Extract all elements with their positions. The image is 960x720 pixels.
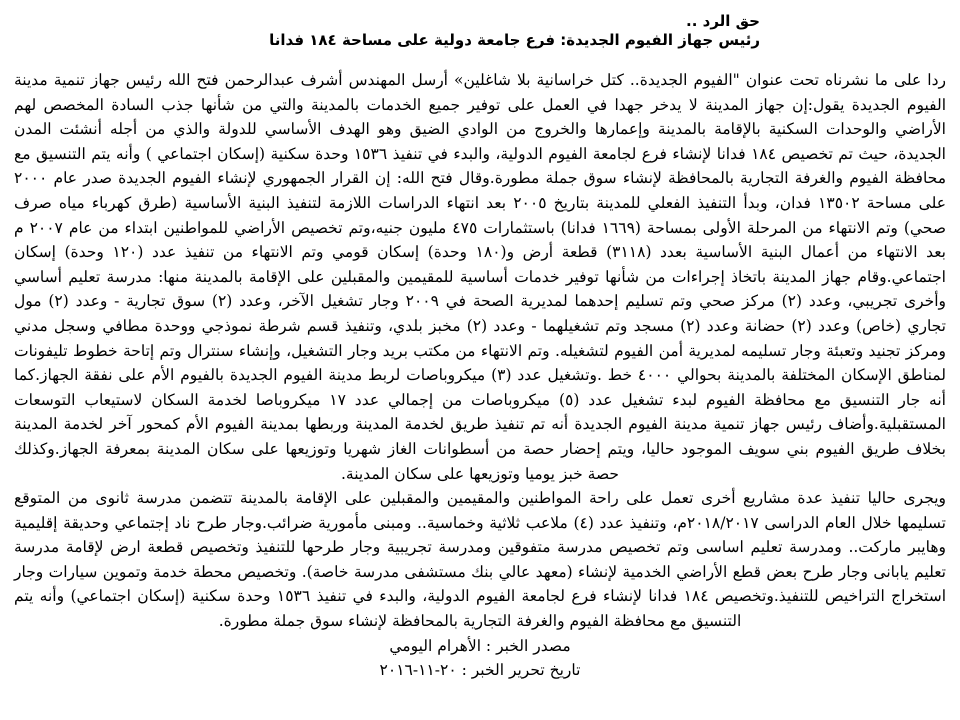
heading-spacer	[14, 50, 946, 68]
article-body	[14, 68, 946, 634]
article-page	[14, 12, 946, 720]
article-paragraph-2: ويجرى حاليا تنفيذ عدة مشاريع أخرى تعمل على راحة المواطنين والمقيمين والمقبلين على الإقامة بالمدينة تتضمن مدرسة ثانوى من المتوقع تسليمها خلال العام الدراسى ٢٠١٨/٢٠١٧م، وتنفيذ عدد (٤) ملاعب ثلاثية وخماسية.. ومبنى مأمورية ضرائب.وجار طرح ناد إجتماعي وحديقة إقليمية وهايبر ماركت.. ومدرسة تعليم اساسى وتم تخصيص مدرسة متفوقين ومدرسة تجريبية وجار طرحها للتنفيذ وتخصيص قطعة ارض لإقامة مدرسة تعليم يابانى وجار طرح بعض قطع الأراضي الخدمية لإنشاء (معهد عالي بنك مستشفى مدرسة خاصة). وتخصيص محطة خدمة وتموين سيارات وجار استخراج التراخيص للتنفيذ.وتخصيص ١٨٤ فدانا لإنشاء فرع لجامعة الفيوم الدولية، والبدء في تنفيذ ١٥٣٦ وحدة سكنية (إسكان اجتماعي) وأنه يتم التنسيق مع محافظة الفيوم والغرفة التجارية بالمحافظة لإنشاء سوق جملة مطورة.	[14, 489, 947, 631]
article-source: مصدر الخبر : الأهرام اليومي	[389, 636, 571, 655]
article-kicker: حق الرد ..	[686, 12, 760, 30]
article-paragraph-1: ردا على ما نشرناه تحت عنوان "الفيوم الجديدة.. كتل خراسانية بلا شاغلين» أرسل المهندس أشرف عبدالرحمن فتح الله رئيس جهاز تنمية مدينة الفيوم الجديدة يقول:إن جهاز المدينة لا يدخر جهدا في العمل على توفير جميع الخدمات بالمدينة والتي من شأنها جذب السادة المخصص لهم الأراضي والوحدات السكنية بالإقامة بالمدينة وإعمارها والخروج من الوادي الضيق وهو الهدف الأساسي للدولة والذي من أجله أنشئت المدن الجديدة، حيث تم تخصيص ١٨٤ فدانا لإنشاء فرع لجامعة الفيوم الدولية، والبدء في تنفيذ ١٥٣٦ وحدة سكنية (إسكان اجتماعي ) وأنه يتم التنسيق مع محافظة الفيوم والغرفة التجارية بالمحافظة لإنشاء سوق جملة مطورة.وقال فتح الله: إن القرار الجمهوري لإنشاء الفيوم الجديدة صدر عام ٢٠٠٠ على مساحة ١٣٥٠٢ فدان، وبدأ التنفيذ الفعلي للمدينة بتاريخ ٢٠٠٥ بعد انتهاء الدراسات اللازمة لتنفيذ البنية الأساسية (طرق كهرباء مياه صرف صحي) وتم الانتهاء من المرحلة الأولى بمساحة (١٦٦٩ فدانا) باستثمارات ٤٧٥ مليون جنيه،وتم تخصيص الأراضي للمواطنين ابتداء من عام ٢٠٠٧ م بعد الانتهاء من أعمال البنية الأساسية بعدد (٣١١٨) قطعة أرض و(١٨٠ وحدة) إسكان قومي وتم الانتهاء من تنفيذ عدد (١٢٠ وحدة) إسكان اجتماعي.وقام جهاز المدينة باتخاذ إجراءات من شأنها توفير خدمات أساسية للمقيمين والمقبلين على الإقامة بالمدينة منها: مدرسة تعليم أساسي وأخرى تجريبي، وعدد (٢) مركز صحي وتم تسليم إحدهما لمديرية الصحة في ٢٠٠٩ وجار تشغيل الآخر، وعدد (٢) سوق تجارية - وعدد (٢) مول تجاري (خاص) وعدد (٢) حضانة وعدد (٢) مسجد وتم تشغيلهما - وعدد (٢) مخبز بلدي، وتنفيذ قسم شرطة نموذجي ووحدة مطافي وسجل مدني ومركز تجنيد وتعبئة وجار تسليمه لمديرية أمن الفيوم لتشغيله. وتم الانتهاء من مكتب بريد وجار التشغيل، وإنشاء سنترال وتم إتاحة خطوط تليفونات لمناطق الإسكان المختلفة بالمدينة بحوالي ٤٠٠٠ خط .وتشغيل عدد (٣) ميكروباصات لربط مدينة الفيوم الجديدة بالفيوم الأم على نفقة الجهاز.كما أنه جار التنسيق مع محافظة الفيوم لبدء تشغيل عدد (٥) ميكروباصات من إجمالي عدد ١٧ ميكروباصا لخدمة السكان لاستيعاب التوسعات المستقبلية.وأضاف رئيس جهاز تنمية مدينة الفيوم الجديدة أنه تم تنفيذ طريق لخدمة المدينة وربطها بمدينة الفيوم الأم كمحور آخر لخدمة المدينة بخلاف طريق الفيوم بني سويف الموجود حاليا، ويتم إحضار حصة من أسطوانات الغاز شهريا وتوزيعها على سكان المدينة بمعرفة الجهاز.وكذلك حصة خبز يوميا وتوزيعها على سكان المدينة.	[14, 71, 947, 483]
article-headline: رئيس جهاز الفيوم الجديدة: فرع جامعة دولية على مساحة ١٨٤ فدانا	[269, 31, 760, 49]
article-date: تاريخ تحرير الخبر : ٢٠-١١-٢٠١٦	[379, 660, 581, 679]
